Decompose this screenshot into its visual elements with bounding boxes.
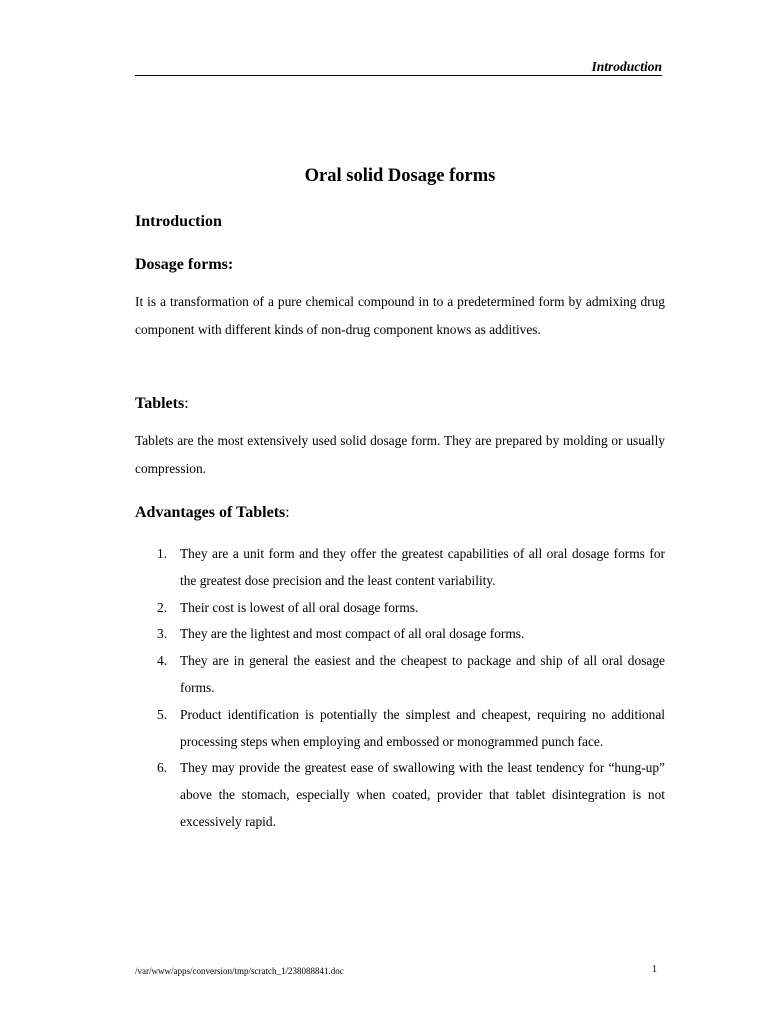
tablets-paragraph: Tablets are the most extensively used solid dosage form. They are prepared by molding or usually compression. — [135, 433, 665, 476]
list-item-text: They are a unit form and they offer the greatest capabilities of all oral dosage forms for the greatest dose precision and the least content variability. — [180, 546, 665, 588]
list-item-text: They are the lightest and most compact of all oral dosage forms. — [180, 626, 525, 642]
section-heading-dosage-forms: Dosage forms: — [135, 256, 234, 273]
document-title: Oral solid Dosage forms — [304, 166, 496, 186]
tablets-heading-text: Tablets — [135, 395, 185, 412]
list-item — [135, 648, 665, 702]
list-item-text: Product identification is potentially the simplest and cheapest, requiring no additional processing steps when employing and embossed or monogrammed punch face. — [180, 706, 665, 749]
list-item — [135, 621, 665, 648]
list-item-number: 4. — [157, 653, 168, 669]
footer-page-number: 1 — [652, 964, 657, 975]
running-header — [135, 58, 662, 76]
list-item — [135, 755, 665, 835]
running-header-title: Introduction — [591, 59, 662, 74]
list-item-text: They are in general the easiest and the cheapest to package and ship of all oral dosage forms. — [180, 653, 665, 695]
advantages-heading-colon: : — [285, 504, 290, 521]
section-heading-tablets — [135, 394, 189, 414]
list-item-number: 1. — [157, 546, 168, 561]
footer-file-path: /var/www/apps/conversion/tmp/scratch_1/238088841.doc — [135, 966, 344, 976]
list-item-number: 6. — [157, 760, 168, 776]
list-item-number: 2. — [157, 599, 168, 615]
list-item — [135, 595, 665, 622]
advantages-heading-text: Advantages of Tablets — [135, 504, 286, 521]
section-heading-introduction: Introduction — [135, 213, 222, 230]
list-item-text: Their cost is lowest of all oral dosage forms. — [180, 599, 419, 615]
list-item-number: 5. — [157, 706, 168, 722]
section-heading-advantages — [135, 503, 290, 523]
tablets-heading-colon: : — [184, 395, 189, 412]
list-item — [135, 541, 665, 595]
list-item-text: They may provide the greatest ease of swallowing with the least tendency for “hung-up” above the stomach, especially when coated, provider that tablet disintegration is not excessively rapid. — [180, 760, 665, 829]
list-item-number: 3. — [157, 626, 168, 642]
dosage-forms-paragraph: It is a transformation of a pure chemical compound in to a predetermined form by admixing drug component with different kinds of non-drug component knows as additives. — [135, 294, 665, 337]
advantages-list — [135, 541, 665, 836]
list-item — [135, 702, 665, 756]
